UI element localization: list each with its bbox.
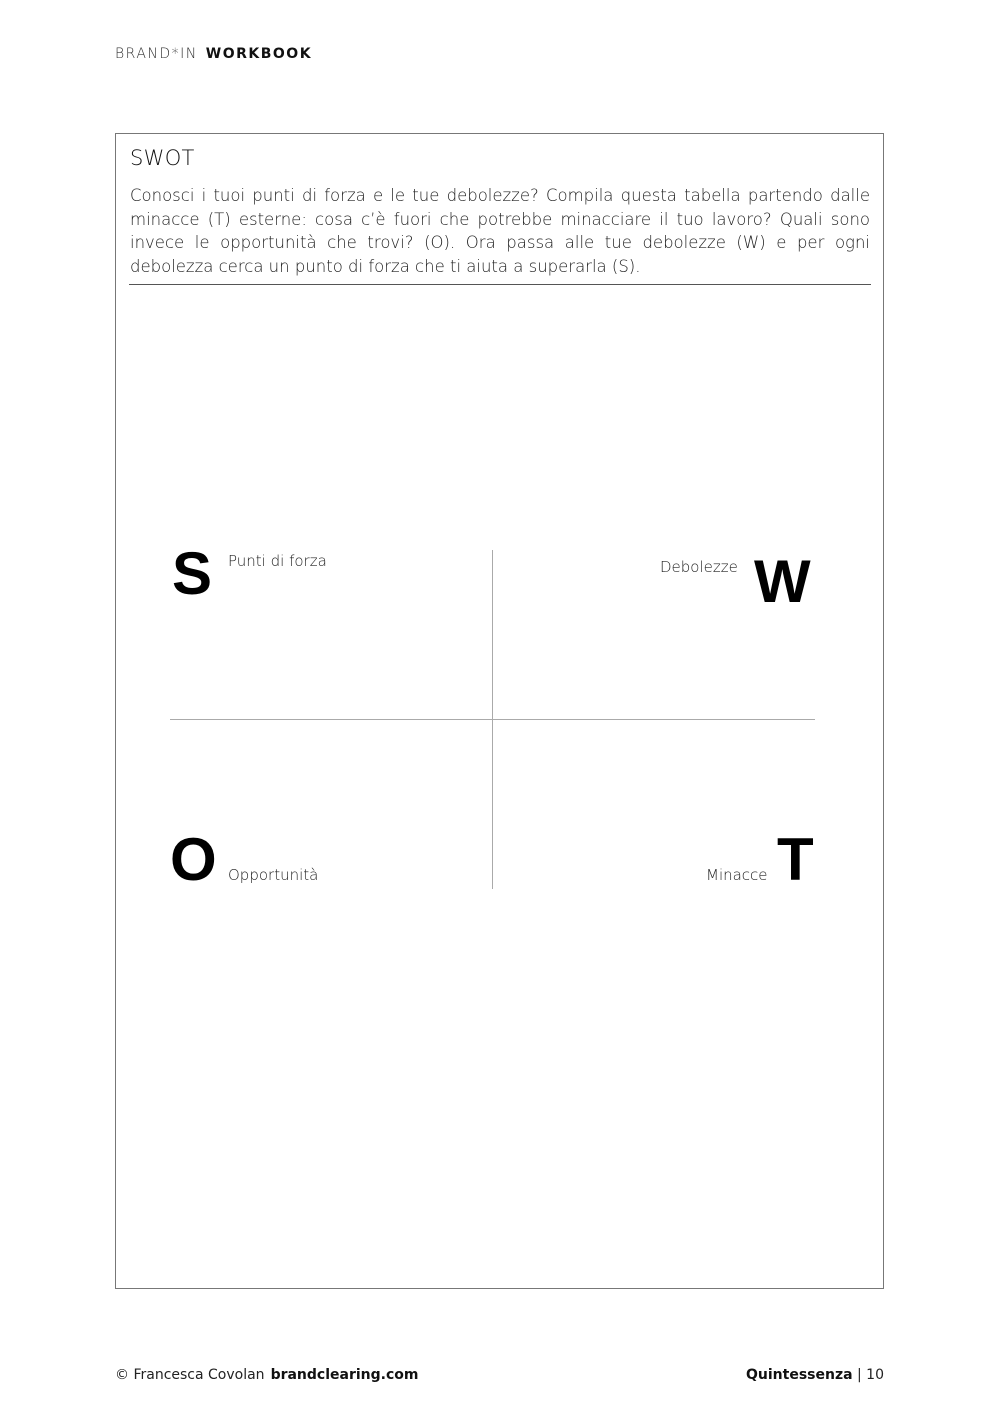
swot-letter-s: S (172, 540, 213, 607)
brand-name: BRAND*IN (115, 46, 198, 62)
swot-label-opportunities: Opportunità (228, 866, 319, 884)
swot-letter-t: T (777, 826, 814, 893)
website-link[interactable]: brandclearing.com (270, 1367, 419, 1383)
swot-label-weaknesses: Debolezze (660, 558, 738, 576)
section-title: SWOT (130, 146, 195, 170)
swot-letter-o: O (170, 826, 217, 893)
title-divider (129, 284, 871, 285)
workbook-label: WORKBOOK (205, 46, 313, 62)
footer-credits (115, 1367, 418, 1383)
copyright-text: © Francesca Covolan (115, 1367, 265, 1383)
section-name: Quintessenza (746, 1367, 853, 1383)
swot-horizontal-axis (170, 719, 815, 720)
separator: | (852, 1367, 867, 1383)
section-description: Conosci i tuoi punti di forza e le tue debolezze? Compila questa tabella partendo dalle minacce (T) esterne: cosa c’è fuori che potrebbe minacciare il tuo lavoro? Quali sono invece le opportunità che trovi? (O). Ora passa alle tue debolezze (W) e per ogni debolezza cerca un punto di forza che ti aiuta a superarla (S). (130, 186, 870, 276)
footer-pagination (746, 1367, 884, 1383)
swot-frame (115, 133, 884, 1289)
page-header (115, 46, 312, 62)
swot-label-threats: Minacce (706, 866, 768, 884)
page-number: 10 (866, 1367, 884, 1383)
swot-letter-w: W (754, 548, 811, 615)
swot-label-strengths: Punti di forza (228, 552, 327, 570)
